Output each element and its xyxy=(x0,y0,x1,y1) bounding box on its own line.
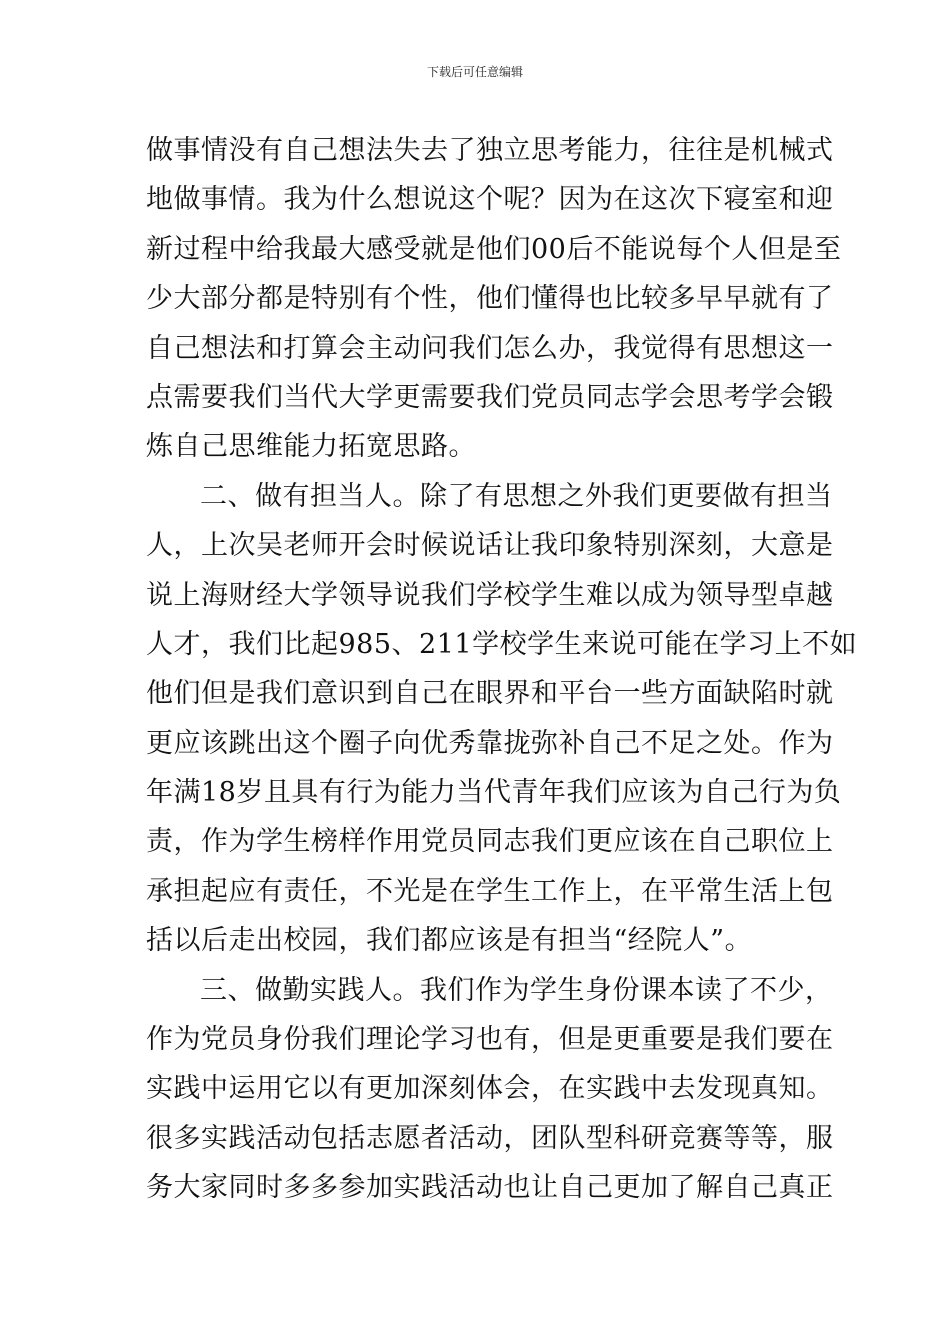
text-line: 承担起应有责任，不光是在学生工作上，在平常生活上包 xyxy=(146,875,834,907)
body-text xyxy=(146,126,858,1213)
text-line: 人，上次吴老师开会时候说话让我印象特别深刻，大意是 xyxy=(146,530,834,562)
text-line: 自己想法和打算会主动问我们怎么办，我觉得有思想这一 xyxy=(146,332,834,364)
text-line: 年满18岁且具有行为能力当代青年我们应该为自己行为负 xyxy=(146,777,842,809)
text-line: 很多实践活动包括志愿者活动，团队型科研竞赛等等，服 xyxy=(146,1122,834,1154)
text-line: 说上海财经大学领导说我们学校学生难以成为领导型卓越 xyxy=(146,579,834,611)
text-line: 新过程中给我最大感受就是他们00后不能说每个人但是至 xyxy=(146,233,842,265)
text-line: 人才，我们比起985、211学校学生来说可能在学习上不如 xyxy=(146,628,858,660)
text-line: 地做事情。我为什么想说这个呢？因为在这次下寝室和迎 xyxy=(146,184,834,216)
text-line: 他们但是我们意识到自己在眼界和平台一些方面缺陷时就 xyxy=(146,678,834,710)
text-line: 责，作为学生榜样作用党员同志我们更应该在自己职位上 xyxy=(146,826,834,858)
text-line: 务大家同时多多参加实践活动也让自己更加了解自己真正 xyxy=(146,1172,834,1204)
text-line: 做事情没有自己想法失去了独立思考能力，往往是机械式 xyxy=(146,135,834,166)
text-line: 点需要我们当代大学更需要我们党员同志学会思考学会锻 xyxy=(146,381,834,413)
text-line: 二、做有担当人。除了有思想之外我们更要做有担当 xyxy=(200,480,833,512)
text-line: 实践中运用它以有更加深刻体会，在实践中去发现真知。 xyxy=(146,1073,834,1105)
text-line: 作为党员身份我们理论学习也有，但是更重要是我们要在 xyxy=(146,1024,834,1056)
text-line: 更应该跳出这个圈子向优秀靠拢弥补自己不足之处。作为 xyxy=(146,727,834,759)
text-line: 括以后走出校园，我们都应该是有担当“经院人”。 xyxy=(146,925,753,957)
text-line: 三、做勤实践人。我们作为学生身份课本读了不少， xyxy=(200,974,833,1006)
text-line: 少大部分都是特别有个性，他们懂得也比较多早早就有了 xyxy=(146,283,834,315)
page-header: 下载后可任意编辑 xyxy=(426,65,523,79)
text-line: 炼自己思维能力拓宽思路。 xyxy=(146,431,476,463)
